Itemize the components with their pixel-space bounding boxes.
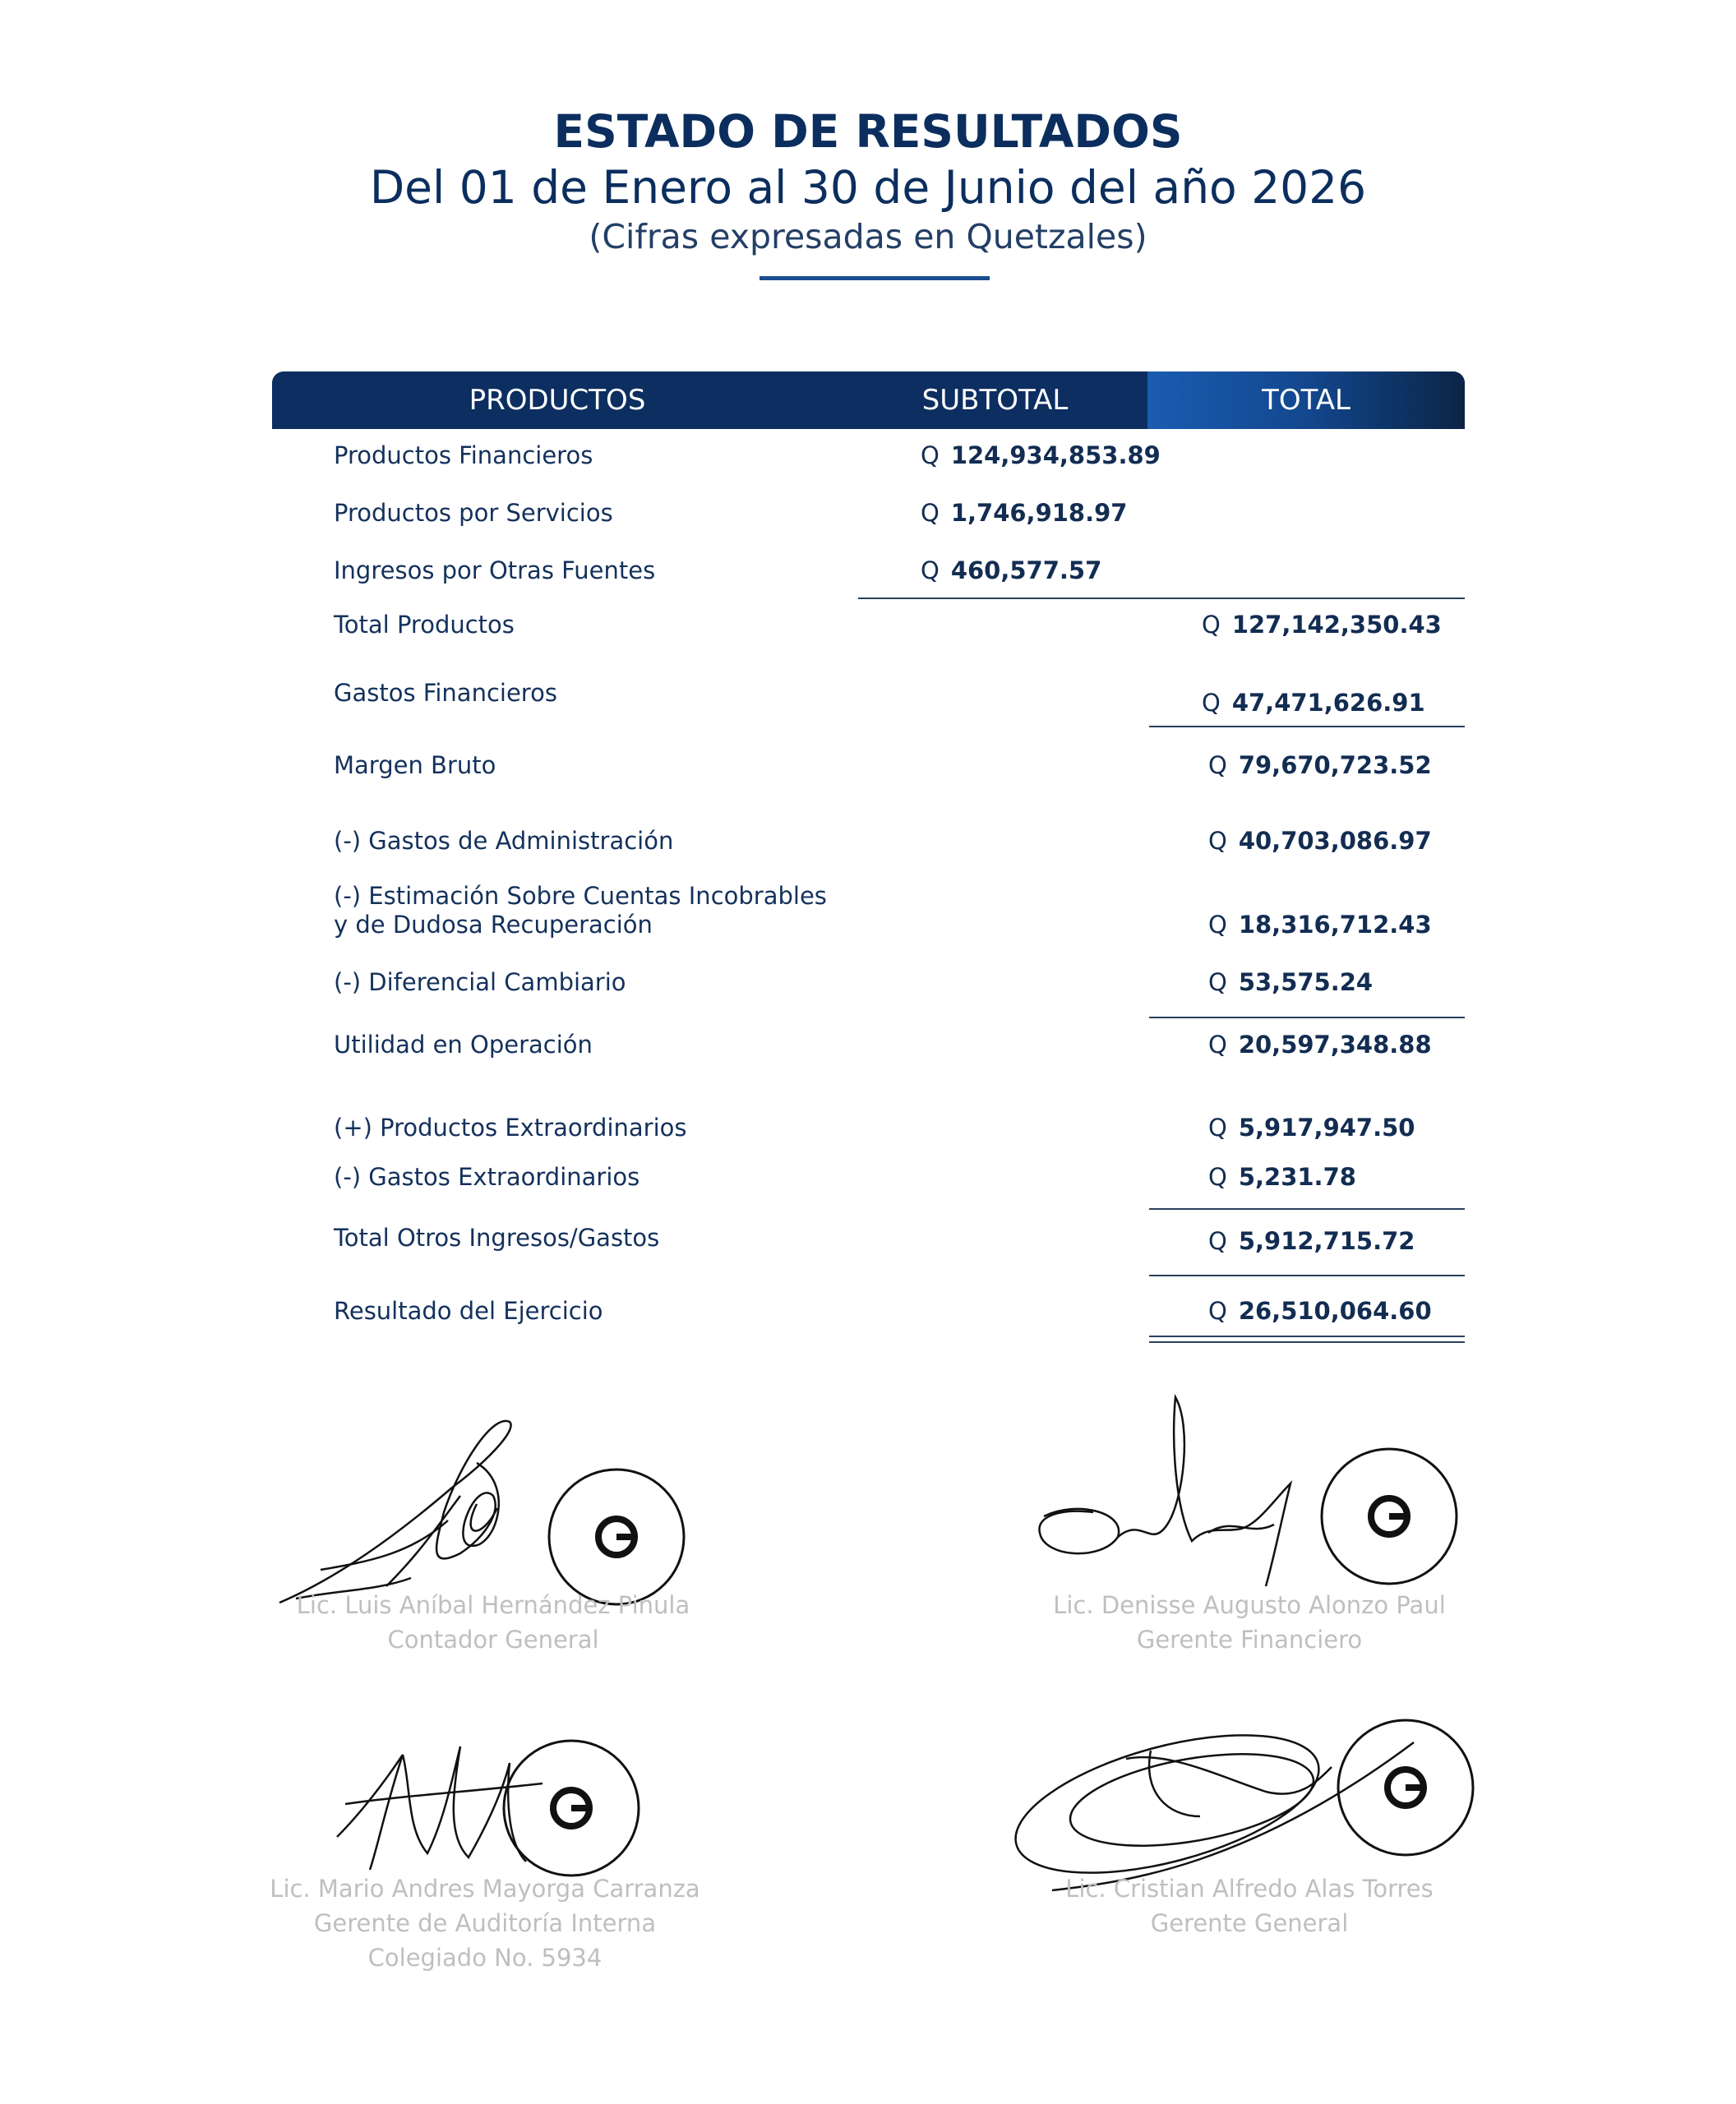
row-label: (-) Gastos Extraordinarios (334, 1163, 640, 1191)
row-total: Q 5,231.78 (1208, 1163, 1356, 1191)
currency-note: (Cifras expresadas en Quetzales) (589, 217, 1147, 256)
row-label: Resultado del Ejercicio (334, 1297, 603, 1325)
row-label: (-) Diferencial Cambiario (334, 968, 626, 996)
signature-stamp-financiero (1027, 1393, 1471, 1590)
double-rule-bottom (1149, 1341, 1465, 1343)
currency-symbol: Q (1202, 611, 1221, 639)
row-total: Q 5,917,947.50 (1208, 1114, 1415, 1142)
signatory-name: Lic. Luis Aníbal Hernández Pinula (296, 1591, 690, 1619)
row-total: Q 20,597,348.88 (1208, 1031, 1432, 1059)
currency-symbol: Q (1208, 1114, 1227, 1142)
row-total: Q 40,703,086.97 (1208, 827, 1432, 855)
document-title: ESTADO DE RESULTADOS (553, 105, 1183, 158)
signatory-auditoria (247, 1871, 723, 1975)
row-label: (-) Gastos de Administración (334, 827, 674, 855)
total-rule (1149, 1208, 1465, 1210)
row-subtotal: Q 1,746,918.97 (921, 499, 1128, 527)
handwritten-signature (279, 1421, 511, 1603)
signatory-name: Lic. Mario Andres Mayorga Carranza (270, 1875, 700, 1903)
row-label: Utilidad en Operación (334, 1031, 593, 1059)
signatory-registration: Colegiado No. 5934 (367, 1944, 603, 1972)
currency-symbol: Q (1208, 968, 1227, 996)
currency-symbol: Q (921, 441, 940, 469)
row-label: Total Productos (334, 611, 515, 639)
subtotal-rule (858, 598, 1465, 599)
currency-symbol: Q (1202, 689, 1221, 717)
stamp-seal (1322, 1449, 1457, 1584)
signatory-gerencia (1019, 1871, 1480, 1940)
stamp-seal (549, 1470, 684, 1604)
row-label: Total Otros Ingresos/Gastos (334, 1224, 660, 1252)
row-total: Q 26,510,064.60 (1208, 1297, 1432, 1325)
row-label: Gastos Financieros (334, 679, 557, 707)
signatory-contador (263, 1588, 723, 1657)
document-period: Del 01 de Enero al 30 de Junio del año 2026 (369, 161, 1367, 214)
row-total: Q 127,142,350.43 (1202, 611, 1442, 639)
row-label: (-) Estimación Sobre Cuentas Incobrables (334, 882, 827, 910)
row-subtotal: Q 460,577.57 (921, 556, 1102, 584)
double-rule-top (1149, 1336, 1465, 1337)
row-label: Ingresos por Otras Fuentes (334, 556, 656, 584)
row-label: Productos Financieros (334, 441, 593, 469)
row-total: Q 47,471,626.91 (1202, 689, 1425, 717)
total-rule (1149, 726, 1465, 727)
row-label: Margen Bruto (334, 751, 496, 779)
signatory-name: Lic. Cristian Alfredo Alas Torres (1065, 1875, 1434, 1903)
handwritten-signature (337, 1746, 542, 1870)
row-total: Q 5,912,715.72 (1208, 1227, 1415, 1255)
currency-symbol: Q (1208, 827, 1227, 855)
signatory-role: Gerente Financiero (1136, 1626, 1363, 1654)
column-header-productos: PRODUCTOS (469, 384, 646, 417)
signature-stamp-contador (271, 1414, 699, 1611)
currency-symbol: Q (1208, 1227, 1227, 1255)
signatory-role: Contador General (387, 1626, 599, 1654)
stamp-seal (1338, 1720, 1473, 1855)
currency-symbol: Q (1208, 1163, 1227, 1191)
header-divider (760, 276, 990, 280)
signatory-name: Lic. Denisse Augusto Alonzo Paul (1053, 1591, 1446, 1619)
currency-symbol: Q (921, 499, 940, 527)
stamp-seal (504, 1741, 639, 1876)
column-header-subtotal: SUBTOTAL (921, 384, 1069, 417)
row-label: Productos por Servicios (334, 499, 613, 527)
row-total: Q 79,670,723.52 (1208, 751, 1432, 779)
signatory-role: Gerente General (1150, 1909, 1349, 1937)
column-header-total: TOTAL (1262, 384, 1350, 417)
row-total: Q 53,575.24 (1208, 968, 1374, 996)
currency-symbol: Q (1208, 1031, 1227, 1059)
document-header (0, 103, 1736, 260)
currency-symbol: Q (1208, 1297, 1227, 1325)
signatory-role: Gerente de Auditoría Interna (313, 1909, 657, 1937)
row-subtotal: Q 124,934,853.89 (921, 441, 1161, 469)
total-rule (1149, 1017, 1465, 1018)
currency-symbol: Q (921, 556, 940, 584)
table-header (272, 371, 1465, 429)
row-label-line2: y de Dudosa Recuperación (334, 911, 653, 939)
signatory-financiero (1019, 1588, 1480, 1657)
row-total: Q 18,316,712.43 (1208, 911, 1432, 939)
handwritten-signature (1039, 1397, 1290, 1586)
currency-symbol: Q (1208, 911, 1227, 939)
row-label: (+) Productos Extraordinarios (334, 1114, 687, 1142)
currency-symbol: Q (1208, 751, 1227, 779)
total-rule (1149, 1275, 1465, 1276)
